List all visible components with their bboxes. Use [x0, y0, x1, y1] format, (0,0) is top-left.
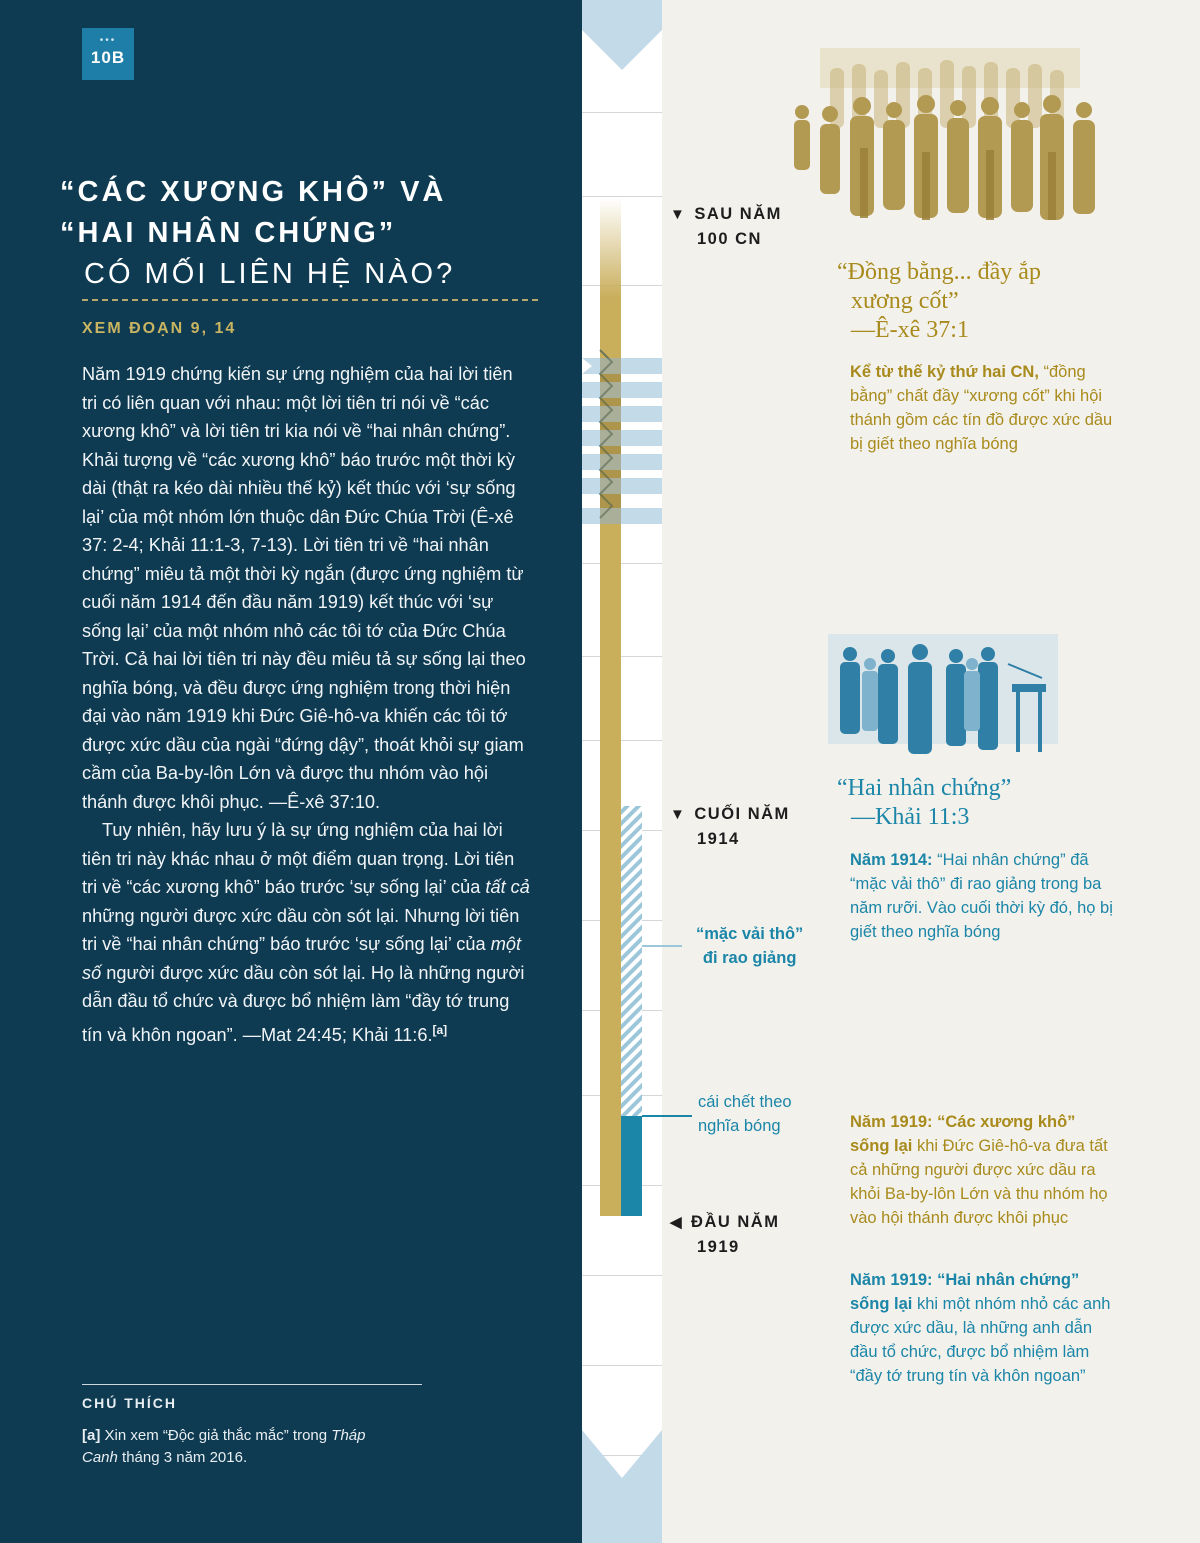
- title-line-2: “HAI NHÂN CHỨNG”: [60, 217, 397, 249]
- bones-quote-ref: —Ê-xê 37:1: [851, 317, 969, 343]
- emphasis-all: tất cả: [485, 877, 530, 897]
- marker-label: CUỐI NĂM: [694, 805, 790, 823]
- bones-desc-text: “đồng bằng” chất đầy “xương cốt” khi hội thánh gồm các tín đồ được xức dầu bị giết theo nghĩa bóng: [850, 363, 1113, 453]
- bones-quote-line-2: xương cốt”: [851, 288, 959, 314]
- footnote-text: [82, 1425, 402, 1469]
- footnote-body: Xin xem “Độc giả thắc mắc” trong: [104, 1427, 328, 1444]
- marker-label: ĐẦU NĂM: [691, 1213, 780, 1231]
- footnote-heading: CHÚ THÍCH: [82, 1395, 177, 1411]
- marker-label: 1914: [697, 830, 740, 848]
- marker-label: 100 CN: [697, 230, 762, 248]
- sackcloth-label-line-2: đi rao giảng: [702, 949, 797, 967]
- footnote-ref[interactable]: [a]: [432, 1022, 448, 1037]
- down-arrow-icon: ▼: [670, 806, 687, 823]
- title-divider: [82, 299, 538, 301]
- marker-end-1914: [670, 802, 790, 851]
- witnesses-fulfillment-text: khi một nhóm nhỏ các anh được xức dầu, là những anh dẫn đầu tổ chức, được bổ nhiệm làm “đầy tớ trung tín và khôn ngoan”: [850, 1295, 1111, 1385]
- paragraph-2-text: người được xức dầu còn sót lại. Họ là những người dẫn đầu tổ chức và được bổ nhiệm làm “đầy tớ trung tín và khôn ngoan”. —Mat 24:45; Khải 11:6.: [82, 962, 525, 1045]
- page-title: [60, 172, 540, 295]
- witnesses-description: [850, 848, 1120, 944]
- down-arrow-icon: ▼: [670, 206, 687, 223]
- sackcloth-label: [696, 922, 803, 970]
- see-paragraphs: XEM ĐOẠN 9, 14: [82, 320, 237, 337]
- article-body: [82, 360, 532, 1049]
- article-panel: [0, 0, 582, 1543]
- bones-bar-fade: [600, 198, 621, 298]
- bottom-chevron: [582, 1430, 662, 1543]
- footnote-marker: [a]: [82, 1427, 101, 1444]
- paragraph-2-text: những người được xức dầu còn sót lại. Nhưng lời tiên tri về “hai nhân chứng” báo trước ‘sự sống lại’ của: [82, 905, 520, 954]
- left-arrow-icon: ◀: [670, 1214, 684, 1231]
- witnesses-fulfillment-bold: Năm 1919: “Hai nhân chứng” sống lại: [850, 1271, 1080, 1313]
- bones-quote-line-1: “Đồng bằng... đầy ắp: [837, 259, 1041, 285]
- page-tag: [82, 28, 134, 80]
- sackcloth-label-line-1: “mặc vải thô”: [696, 925, 804, 943]
- top-chevron: [582, 0, 662, 70]
- tag-label: 10B: [90, 48, 126, 67]
- title-line-1: “CÁC XƯƠNG KHÔ” VÀ: [60, 176, 447, 208]
- paragraph-2: [82, 816, 532, 1049]
- witnesses-desc-bold: Năm 1914:: [850, 851, 933, 869]
- marker-label: SAU NĂM: [694, 205, 782, 223]
- paragraph-2-text: Tuy nhiên, hãy lưu ý là sự ứng nghiệm của hai lời tiên tri này khác nhau ở một điểm quan trọng. Lời tiên tri về “các xương khô” báo trước ‘sự sống lại’ của: [82, 820, 515, 897]
- footnote-date: tháng 3 năm 2016.: [122, 1449, 248, 1466]
- footnote-divider: [82, 1384, 422, 1385]
- zigzag-bands: [582, 350, 662, 524]
- marker-after-100ce: [670, 202, 782, 251]
- witnesses-desc-text: “Hai nhân chứng” đã “mặc vải thô” đi rao giảng trong ba năm rưỡi. Vào cuối thời kỳ đó, họ bị giết theo nghĩa bóng: [850, 851, 1113, 941]
- witnesses-quote-ref: —Khải 11:3: [851, 804, 970, 830]
- death-label: [698, 1090, 792, 1138]
- death-bar: [621, 1116, 642, 1216]
- death-label-line-1: cái chết theo: [698, 1093, 792, 1111]
- bones-description: [850, 360, 1120, 456]
- witnesses-quote-line-1: “Hai nhân chứng”: [837, 775, 1012, 801]
- timeline-graphic: [582, 0, 662, 1543]
- bones-fulfillment: [850, 1110, 1112, 1230]
- marker-label: 1919: [697, 1238, 740, 1256]
- marker-early-1919: [670, 1210, 779, 1259]
- bones-desc-bold: Kể từ thế kỷ thứ hai CN,: [850, 363, 1039, 381]
- preaching-bar: [621, 806, 642, 1116]
- bones-crowd-illustration: [790, 48, 1110, 228]
- paragraph-1: Năm 1919 chứng kiến sự ứng nghiệm của hai lời tiên tri có liên quan với nhau: một lời tiên tri nói về “các xương khô” và lời tiên tri kia nói về “hai nhân chứng”. Khải tượng về “các xương khô” báo trước một thời kỳ dài (thật ra kéo dài nhiều thế kỷ) kết thúc với ‘sự sống lại’ của một nhóm lớn thuộc dân Đức Chúa Trời (Ê-xê 37: 2-4; Khải 11:1-3, 7-13). Lời tiên tri về “hai nhân chứng” miêu tả một thời kỳ ngắn (được ứng nghiệm từ cuối năm 1914 đến đầu năm 1919) kết thúc với ‘sự sống lại’ của một nhóm nhỏ các tôi tớ của Đức Chúa Trời. Cả hai lời tiên tri này đều miêu tả sự sống lại theo nghĩa bóng, và đều được ứng nghiệm trong thời hiện đại vào năm 1919 khi Đức Giê-hô-va khiến các tôi tớ được xức dầu của ngài “đứng dậy”, thoát khỏi sự giam cầm của Ba-by-lôn Lớn và được thu nhóm vào hội thánh được khôi phục. —Ê-xê 37:10.: [82, 364, 526, 812]
- bones-quote: [837, 258, 1041, 345]
- timeline-content: [662, 0, 1200, 1543]
- bones-fulfillment-text: khi Đức Giê-hô-va đưa tất cả những người được xức dầu ra khỏi Ba-by-lôn Lớn và thu nhóm họ vào hội thánh được khôi phục: [850, 1137, 1108, 1227]
- tag-dots: •••: [99, 35, 117, 46]
- witnesses-fulfillment: [850, 1268, 1112, 1388]
- emphasis-some: một số: [82, 934, 522, 983]
- death-label-line-2: nghĩa bóng: [698, 1117, 781, 1135]
- witnesses-quote: [837, 774, 1011, 832]
- title-line-3: CÓ MỐI LIÊN HỆ NÀO?: [84, 258, 456, 290]
- bones-fulfillment-bold: Năm 1919: “Các xương khô” sống lại: [850, 1113, 1076, 1155]
- timeline-strip: [582, 0, 662, 1543]
- two-witnesses-illustration: [828, 634, 1058, 764]
- footnote-source: Tháp Canh: [82, 1427, 366, 1466]
